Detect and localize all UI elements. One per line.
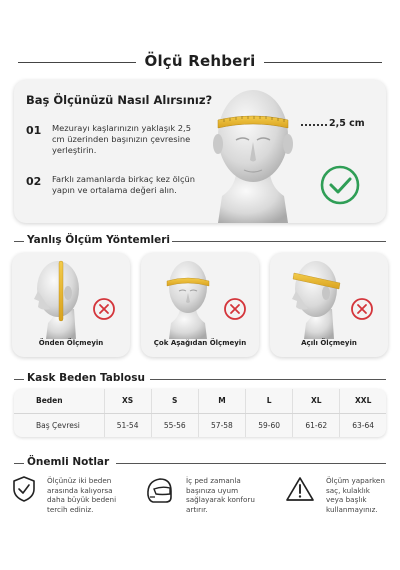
howto-question: Baş Ölçünüzü Nasıl Alırsınız? [26,93,213,107]
shield-check-icon [12,475,36,503]
size-table-header-row [14,389,386,413]
note-2-text: İç ped zamanla başınıza uyum sağlayarak konforu artırır. [186,476,255,514]
size-table [14,389,386,437]
wrong-section-dash [14,241,24,242]
wrong-card-front [12,253,130,357]
wrong-caption-low: Çok Aşağıdan Ölçmeyin [153,339,247,347]
mannequin-head-angled-icon [284,257,348,339]
size-header-cell: XS [104,389,151,413]
page-title: Ölçü Rehberi [144,52,256,70]
size-row-label: Baş Çevresi [36,420,80,430]
size-value-cell: 51-54 [104,413,151,437]
mannequin-head-front-small-icon [157,257,219,339]
title-divider-right [264,62,382,63]
wrong-section-line [172,241,386,242]
size-value-cell: 55-56 [151,413,198,437]
notes-section-dash [14,463,24,464]
wrong-caption-angled: Açılı Ölçmeyin [301,339,357,347]
size-value-cell: 63-64 [340,413,386,437]
notes-section-title: Önemli Notlar [27,456,110,468]
step-2-text: Farklı zamanlarda birkaç kez ölçün yapın ve ortalama değeri alın. [52,174,196,195]
size-section-line [150,379,386,380]
step-2-number: 02 [26,175,42,188]
size-value-cell: 59-60 [246,413,293,437]
step-1-number: 01 [26,124,42,137]
cross-circle-icon [92,297,116,321]
note-1-text: Ölçünüz iki beden arasında kalıyorsa daha büyük bedeni tercih ediniz. [47,476,117,514]
measure-pointer [301,124,327,126]
size-section-dash [14,379,24,380]
mannequin-head-front-icon [194,84,312,223]
size-table-row [14,413,386,437]
warning-icon [285,475,315,503]
check-circle-icon [319,164,361,206]
mannequin-head-side-icon [26,257,90,339]
size-header-cell: L [246,389,293,413]
size-header-cell: XXL [340,389,386,413]
measure-label: 2,5 cm [329,118,365,129]
size-value-cell: 61-62 [293,413,340,437]
note-3-text: Ölçüm yaparken saç, kulaklık veya başlık kullanmayınız. [326,476,385,514]
size-header-cell: M [198,389,245,413]
notes-section-line [116,463,386,464]
howto-card [14,80,386,223]
size-value-cell: 57-58 [198,413,245,437]
wrong-caption-front: Önden Ölçmeyin [38,339,104,347]
cross-circle-icon [223,297,247,321]
size-header-cell: S [151,389,198,413]
size-header-cell: XL [293,389,340,413]
wrong-card-low [141,253,259,357]
helmet-icon [144,475,174,505]
cross-circle-icon [350,297,374,321]
size-section-title: Kask Beden Tablosu [27,372,145,384]
wrong-section-title: Yanlış Ölçüm Yöntemleri [27,234,171,246]
title-row [0,52,400,72]
size-header-label: Beden [14,389,104,413]
step-1-text: Mezurayı kaşlarınızın yaklaşık 2,5 cm üzerinden başınızın çevresine yerleştirin. [52,123,191,155]
wrong-card-angled [270,253,388,357]
